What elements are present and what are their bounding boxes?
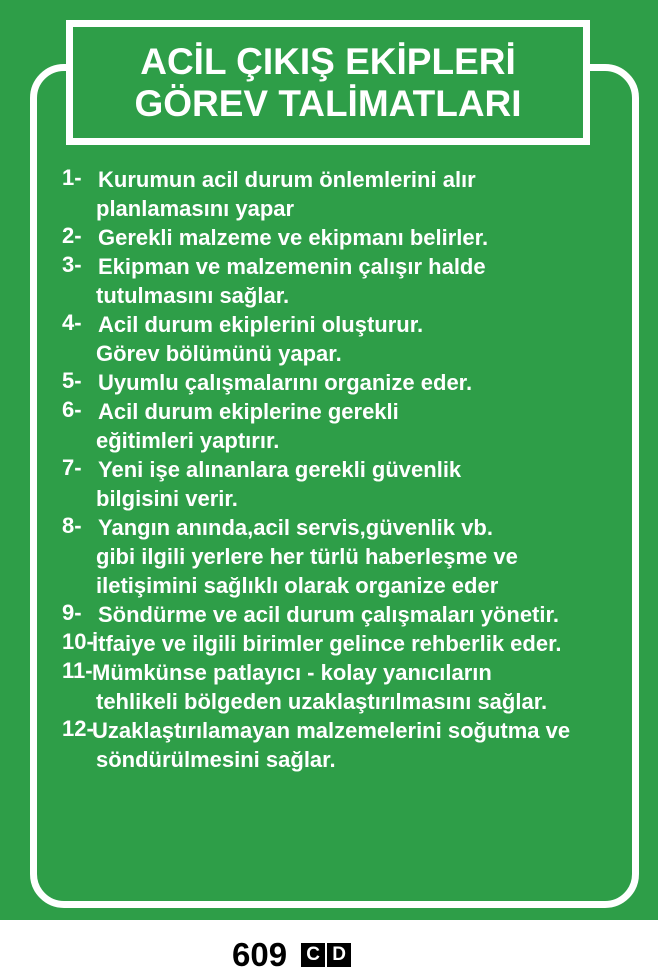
instruction-text: İtfaiye ve ilgili birimler gelince rehberlik eder. [92,631,562,656]
instruction-text: Ekipman ve malzemenin çalışır halde [98,254,486,279]
sign-title-line-2: GÖREV TALİMATLARI [134,82,522,124]
instruction-number: 7- [62,455,82,480]
instruction-text: Görev bölümünü yapar. [96,341,342,366]
instruction-item [62,252,570,310]
instruction-text: Acil durum ekiplerini oluşturur. [98,312,424,337]
product-footer [232,935,353,975]
instruction-number: 2- [62,223,82,248]
instruction-text: söndürülmesini sağlar. [96,747,336,772]
instruction-text: Söndürme ve acil durum çalışmaları yönetir. [98,602,559,627]
sign-title-line-1: ACİL ÇIKIŞ EKİPLERİ [140,40,516,82]
instruction-item [62,600,570,629]
instruction-number: 3- [62,252,82,277]
instruction-text: Mümkünse patlayıcı - kolay yanıcıların [92,660,492,685]
instruction-list [62,165,570,774]
instruction-number: 6- [62,397,82,422]
instruction-item [62,658,570,716]
product-code: 609 [232,936,288,973]
instruction-text: iletişimini sağlıklı olarak organize eder [96,573,499,598]
instruction-item [62,455,570,513]
instruction-text: tehlikeli bölgeden uzaklaştırılmasını sağlar. [96,689,548,714]
instruction-text: Uyumlu çalışmalarını organize eder. [98,370,473,395]
instruction-number: 1- [62,165,82,190]
instruction-item [62,716,570,774]
instruction-item [62,223,570,252]
instruction-number: 8- [62,513,82,538]
instruction-item [62,397,570,455]
instruction-text: Uzaklaştırılamayan malzemelerini soğutma ve [92,718,571,743]
instruction-item [62,513,570,600]
instruction-text: Gerekli malzeme ve ekipmanı belirler. [98,225,489,250]
instruction-text: Yangın anında,acil servis,güvenlik vb. [98,515,493,540]
instruction-number: 4- [62,310,82,335]
instruction-number: 10- [62,629,94,654]
instruction-number: 5- [62,368,82,393]
sign-title-box [66,20,590,145]
instruction-text: planlamasını yapar [96,196,295,221]
instruction-item [62,629,570,658]
instruction-text: eğitimleri yaptırır. [96,428,280,453]
instruction-item [62,165,570,223]
instruction-number: 9- [62,600,82,625]
instruction-text: tutulmasını sağlar. [96,283,290,308]
badge-c: C [301,943,325,967]
instruction-item [62,310,570,368]
instruction-text: gibi ilgili yerlere her türlü haberleşme ve [96,544,518,569]
instruction-text: Acil durum ekiplerine gerekli [98,399,399,424]
instruction-text: Yeni işe alınanlara gerekli güvenlik [98,457,462,482]
instruction-text: Kurumun acil durum önlemlerini alır [98,167,476,192]
instruction-text: bilgisini verir. [96,486,238,511]
instruction-number: 11- [62,658,93,683]
instruction-number: 12- [62,716,94,741]
badge-d: D [327,943,351,967]
instruction-item [62,368,570,397]
